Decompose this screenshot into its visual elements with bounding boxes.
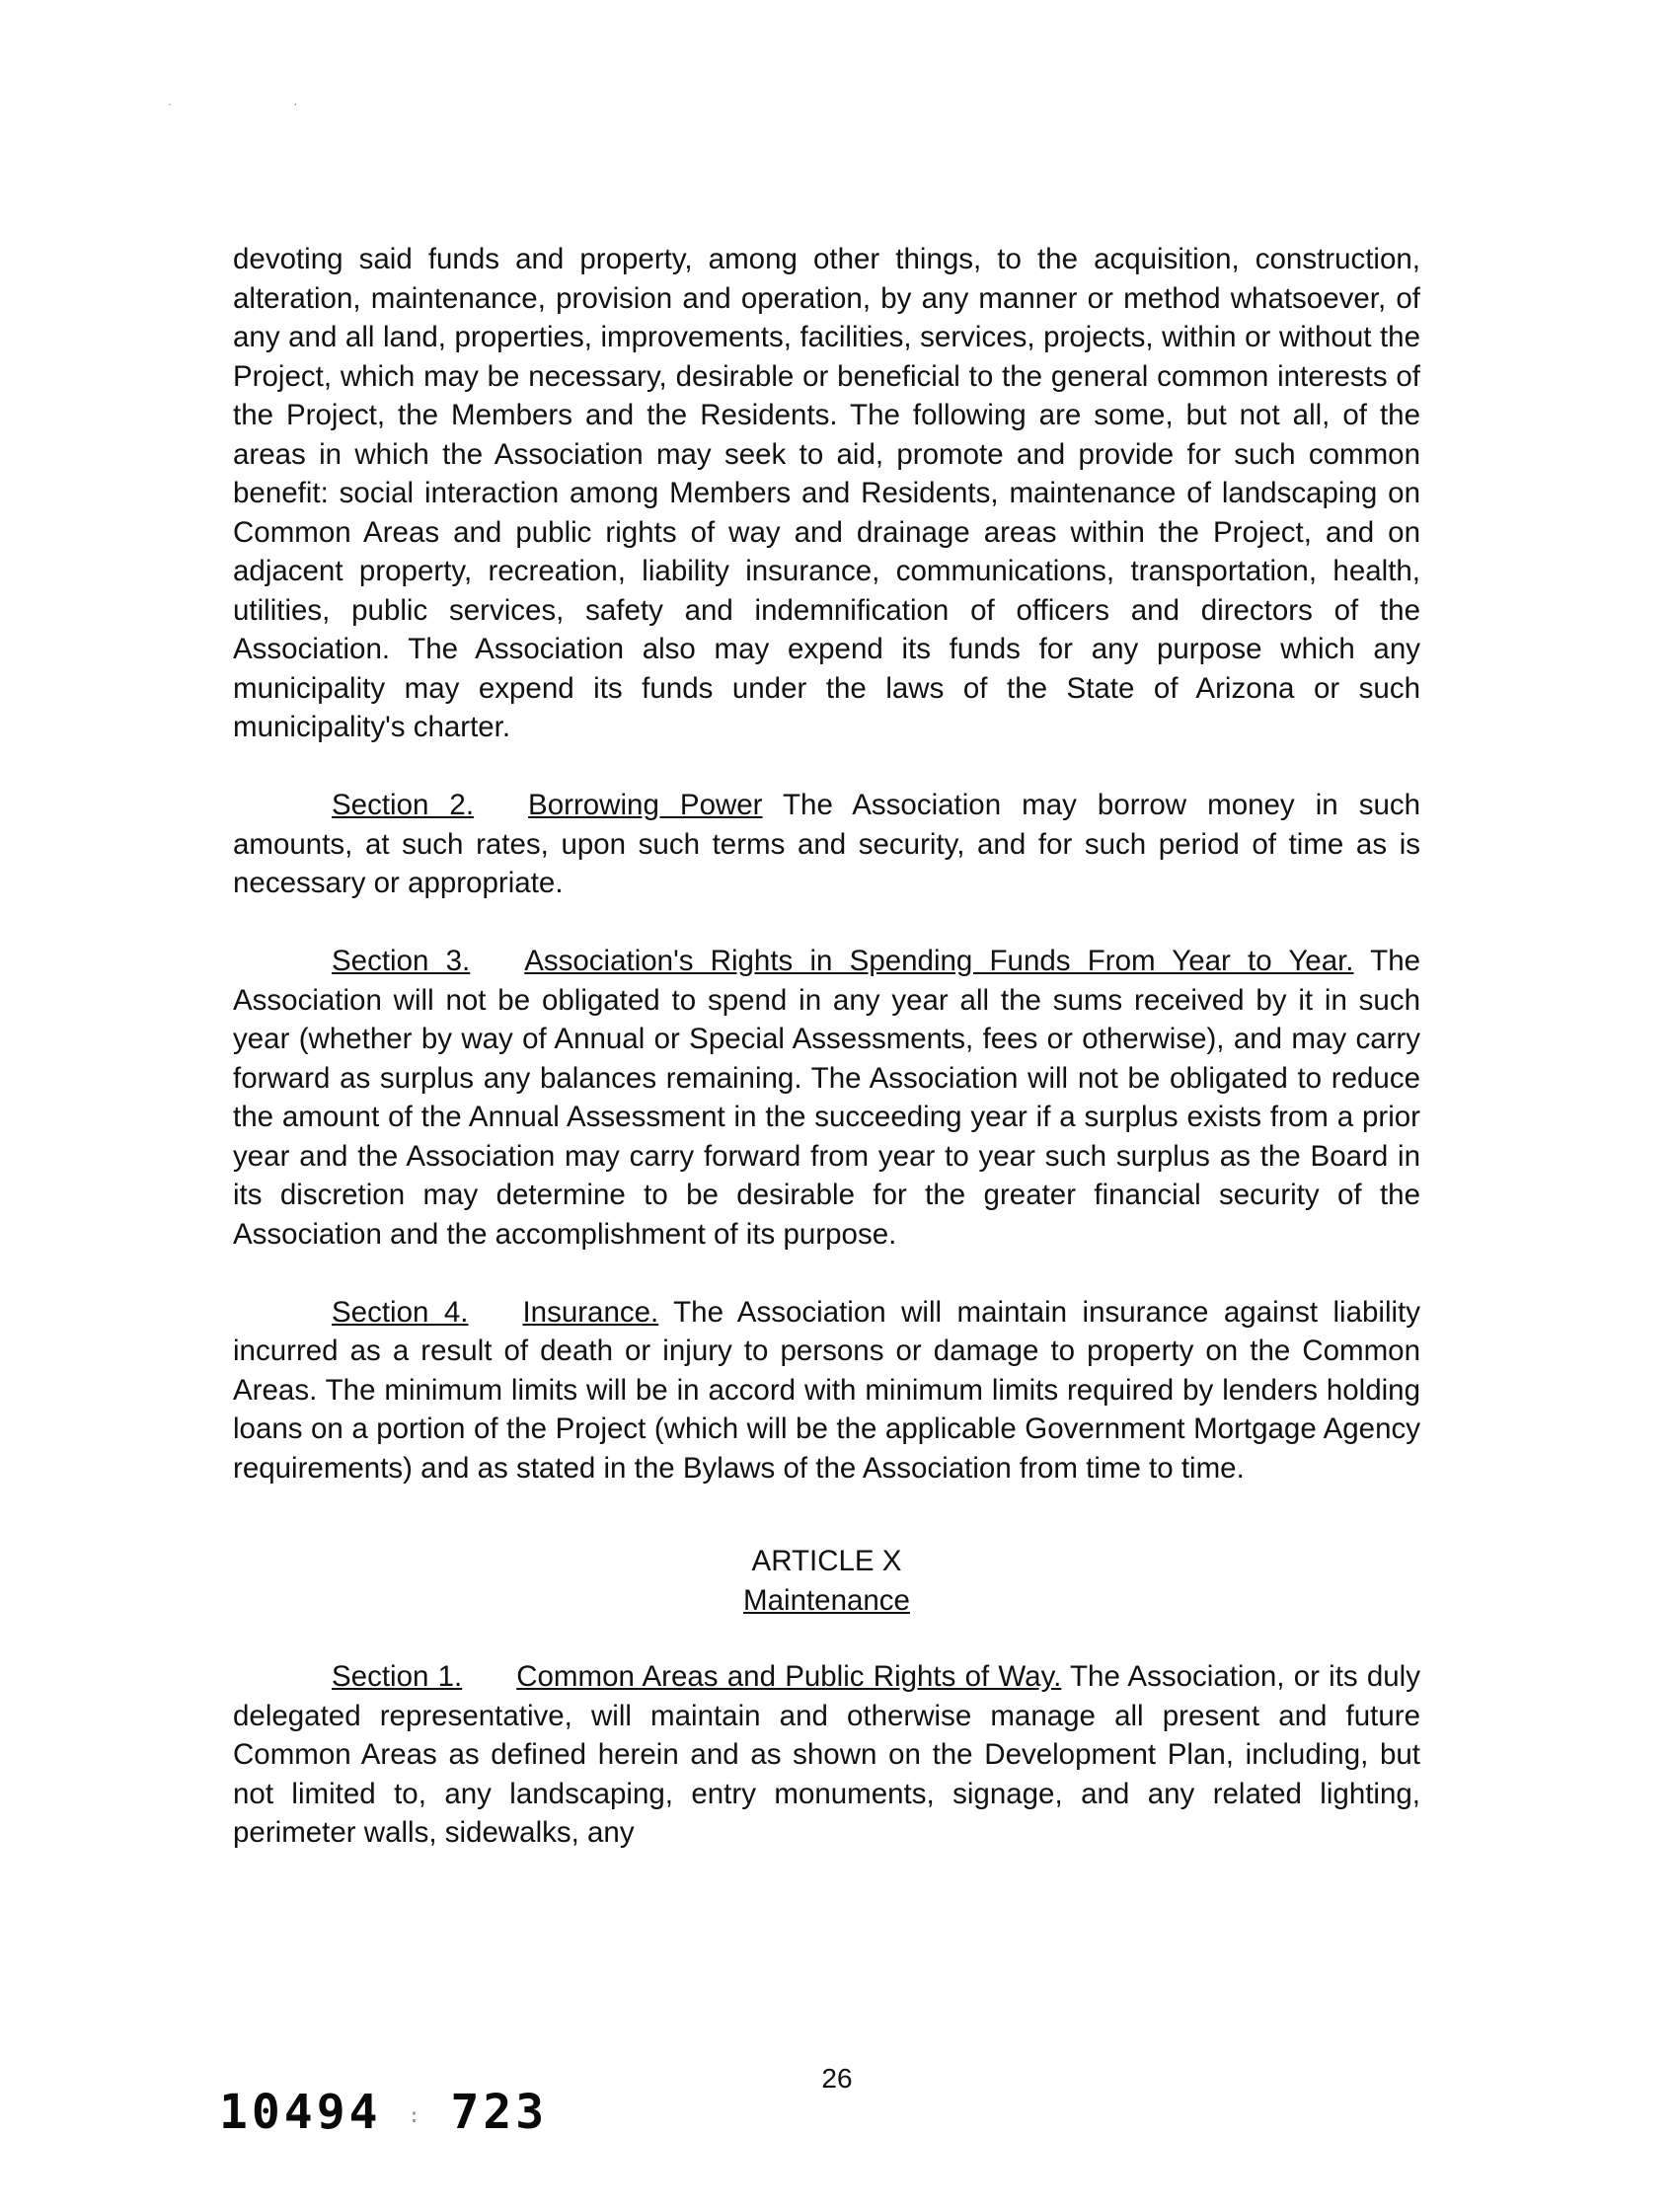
stamp-book-number: 10494	[219, 2085, 382, 2140]
paragraph-text: devoting said funds and property, among other things, to the acquisition, construction, alteration, maintenance, provision and operation, by any manner or method whatsoever, of any and all land, properties, improvements, facilities, services, projects, within or without the Project, which may be necessary, desirable or beneficial to the general common interests of the Project, the Members and the Residents. The following are some, but not all, of the areas in which the Association may seek to aid, promote and provide for such common benefit: social interaction among Members and Residents, maintenance of landscaping on Common Areas and public rights of way and drainage areas within the Project, and on adjacent property, recreation, liability insurance, communications, transportation, health, utilities, public services, safety and indemnification of officers and directors of the Association. The Association also may expend its funds for any purpose which any municipality may expend its funds under the laws of the State of Arizona or such municipality's charter.	[233, 243, 1420, 743]
section-text: The Association will maintain insurance against liability incurred as a result of death or injury to persons or damage to property on the Common Areas. The minimum limits will be in accord with minimum limits required by lenders holding loans on a portion of the Project (which will be the applicable Government Mortgage Agency requirements) and as stated in the Bylaws of the Association from time to time.	[233, 1295, 1420, 1485]
section-number: Section 3.	[332, 945, 471, 977]
scan-artifact: · ·	[168, 97, 357, 111]
article-heading-block	[233, 1542, 1420, 1620]
section-common-areas	[233, 1657, 1420, 1853]
section-insurance	[233, 1293, 1420, 1488]
article-title: Maintenance	[743, 1583, 910, 1617]
section-title: Common Areas and Public Rights of Way.	[516, 1660, 1062, 1693]
section-text: The Association will not be obligated to spend in any year all the sums received by it in such year (whether by way of Annual or Special Assessments, fees or otherwise), and may carry forward as surplus any balances remaining. The Association will not be obligated to reduce the amount of the Annual Assessment in the succeeding year if a surplus exists from a prior year and the Association may carry forward from year to year such surplus as the Board in its discretion may determine to be desirable for the greater financial security of the Association and the accomplishment of its purpose.	[233, 945, 1421, 1251]
section-number: Section 2.	[332, 789, 475, 821]
section-number: Section 1.	[332, 1660, 463, 1693]
section-title: Insurance.	[522, 1295, 659, 1329]
section-borrowing-power	[233, 786, 1420, 903]
section-spending-funds	[233, 942, 1420, 1254]
page-number: 26	[821, 2063, 853, 2094]
section-title: Borrowing Power	[528, 789, 763, 821]
article-heading: ARTICLE X	[751, 1545, 902, 1577]
section-title: Association's Rights in Spending Funds From Year to Year.	[524, 945, 1354, 977]
recording-stamp: 10494 : 723	[219, 2085, 549, 2140]
document-body	[233, 240, 1420, 1891]
section-text: The Association, or its duly delegated representative, will maintain and otherwise manage all present and future Common Areas as defined herein and as shown on the Development Plan, including, but not limited to, any landscaping, entry monuments, signage, and any related lighting, perimeter walls, sidewalks, any	[233, 1660, 1420, 1849]
section-text: The Association may borrow money in such amounts, at such rates, upon such terms and security, and for such period of time as is necessary or appropriate.	[233, 789, 1421, 899]
paragraph-continuation	[233, 240, 1420, 747]
section-number: Section 4.	[332, 1295, 469, 1329]
stamp-page-number: 723	[450, 2085, 549, 2140]
